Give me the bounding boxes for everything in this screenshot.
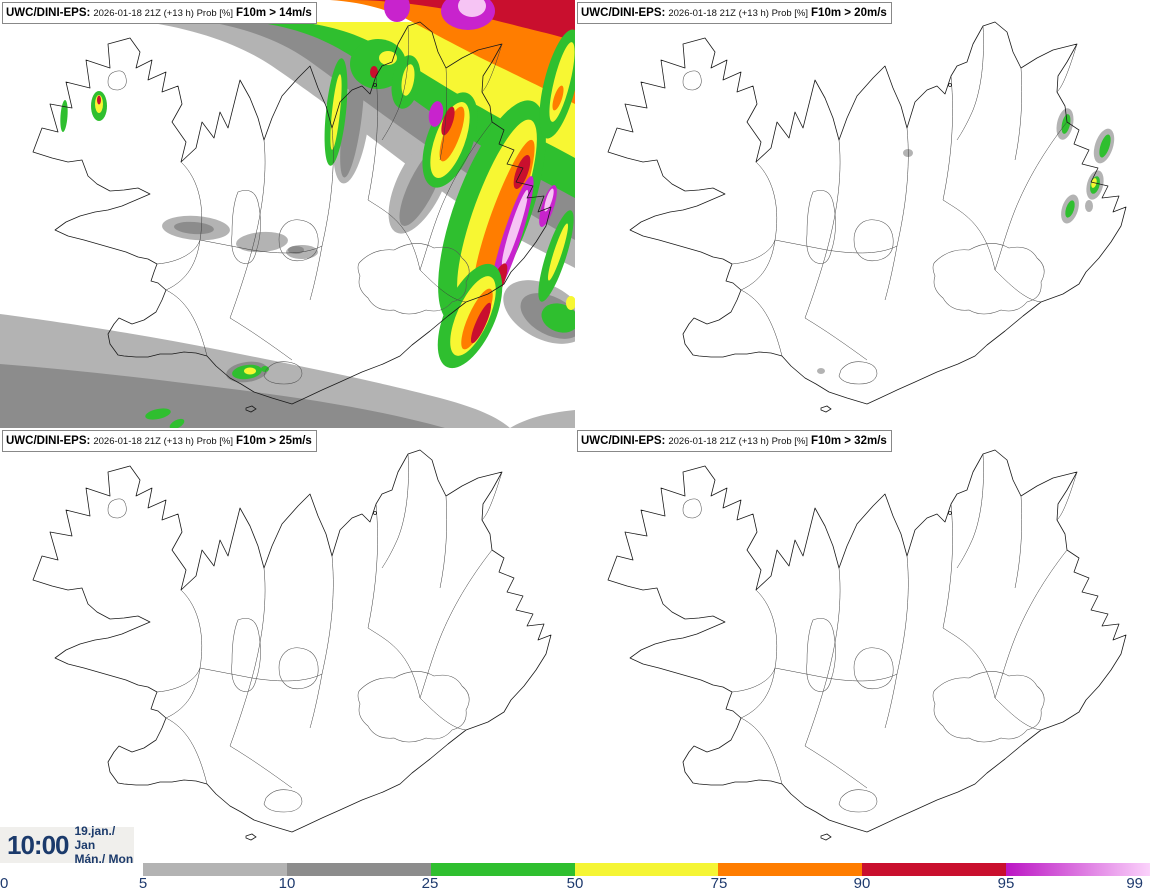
model-label: UWC/DINI-EPS: bbox=[581, 7, 666, 19]
run-label: 2026-01-18 21Z (+13 h) Prob [%] bbox=[668, 436, 809, 447]
panel-title bbox=[2, 430, 317, 452]
clock-day: Mán./ Mon bbox=[74, 852, 134, 866]
iceland-map bbox=[575, 428, 1150, 856]
threshold-label: F10m > 20m/s bbox=[811, 7, 887, 19]
colorbar-tick: 25 bbox=[421, 875, 439, 891]
map-panel-f10m-gt-25ms bbox=[0, 428, 575, 856]
colorbar-tick: 75 bbox=[710, 875, 728, 891]
panel-title bbox=[577, 430, 892, 452]
colorbar-tick: 95 bbox=[997, 875, 1015, 891]
model-label: UWC/DINI-EPS: bbox=[6, 7, 91, 19]
map-panel-f10m-gt-20ms bbox=[575, 0, 1150, 428]
panel-title bbox=[577, 2, 892, 24]
iceland-map bbox=[0, 428, 575, 856]
map-panel-f10m-gt-14ms bbox=[0, 0, 575, 428]
run-label: 2026-01-18 21Z (+13 h) Prob [%] bbox=[668, 8, 809, 19]
colorbar-ticks bbox=[0, 875, 1150, 891]
colorbar-tick: 5 bbox=[138, 875, 148, 891]
clock-date: 19.jan./ Jan bbox=[74, 824, 116, 852]
threshold-label: F10m > 32m/s bbox=[811, 435, 887, 447]
colorbar-tick: 0 bbox=[0, 875, 9, 891]
run-label: 2026-01-18 21Z (+13 h) Prob [%] bbox=[93, 436, 234, 447]
colorbar-tick: 10 bbox=[278, 875, 296, 891]
colorbar-tick: 50 bbox=[566, 875, 584, 891]
probability-field-overlay bbox=[817, 107, 1118, 374]
iceland-map bbox=[0, 0, 575, 428]
model-label: UWC/DINI-EPS: bbox=[6, 435, 91, 447]
colorbar-tick: 90 bbox=[853, 875, 871, 891]
threshold-label: F10m > 14m/s bbox=[236, 7, 312, 19]
threshold-label: F10m > 25m/s bbox=[236, 435, 312, 447]
model-label: UWC/DINI-EPS: bbox=[581, 435, 666, 447]
clock-box bbox=[0, 824, 134, 866]
map-panel-f10m-gt-32ms bbox=[575, 428, 1150, 856]
clock-time: 10:00 bbox=[7, 829, 69, 860]
run-label: 2026-01-18 21Z (+13 h) Prob [%] bbox=[93, 8, 234, 19]
panel-title bbox=[2, 2, 317, 24]
colorbar-tick: 99 bbox=[1126, 875, 1143, 891]
iceland-map bbox=[575, 0, 1150, 428]
